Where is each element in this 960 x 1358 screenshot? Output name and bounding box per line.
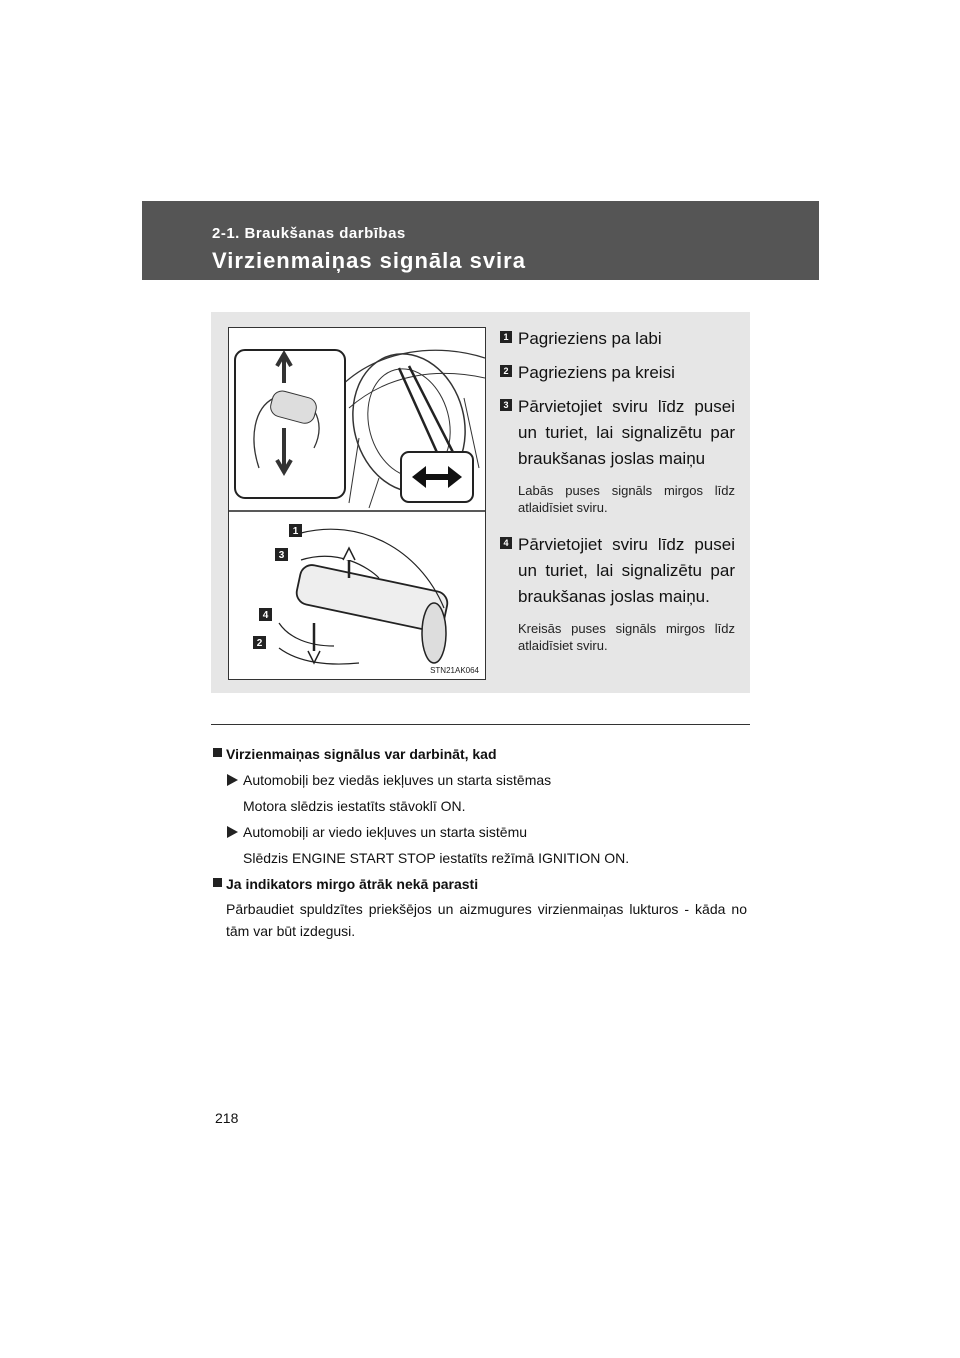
step-note: Kreisās puses signāls mirgos līdz atlaidīsiet sviru. [518, 621, 735, 653]
step-item [500, 532, 735, 654]
step-number-badge: 3 [500, 399, 512, 411]
note-heading-text: Virzienmaiņas signālus var darbināt, kad [226, 746, 497, 762]
header-band [142, 201, 819, 280]
step-number-badge: 2 [500, 365, 512, 377]
svg-text:1: 1 [292, 526, 299, 537]
square-bullet-icon [213, 748, 222, 757]
note-body: Slēdzis ENGINE START STOP iestatīts režīmā IGNITION ON. [243, 850, 630, 866]
note-item-text: Automobiļi ar viedo iekļuves un starta sistēmu [243, 824, 528, 840]
page-number: 218 [215, 1110, 239, 1126]
step-list [500, 326, 735, 670]
note-item-text: Automobiļi bez viedās iekļuves un starta sistēmas [243, 772, 552, 788]
note-heading [213, 872, 747, 896]
triangle-arrow-icon [227, 826, 238, 838]
step-number-badge: 4 [500, 537, 512, 549]
triangle-arrow-icon [227, 774, 238, 786]
lever-illustration [228, 327, 486, 680]
step-item [500, 360, 735, 386]
note-paragraph: Pārbaudiet spuldzītes priekšējos un aizmugures virzienmaiņas lukturos - kāda no tām var būt izdegusi. [226, 901, 747, 939]
step-text: Pagrieziens pa kreisi [518, 363, 675, 382]
svg-text:2: 2 [256, 638, 263, 649]
section-label: 2-1. Braukšanas darbības [212, 225, 406, 242]
step-text: Pārvietojiet sviru līdz pusei un turiet, lai signalizētu par braukšanas joslas maiņu. [518, 535, 735, 606]
notes-section [213, 742, 747, 942]
step-number-badge: 1 [500, 331, 512, 343]
step-text: Pagrieziens pa labi [518, 329, 662, 348]
svg-text:4: 4 [262, 610, 269, 621]
note-item [213, 768, 747, 792]
note-heading [213, 742, 747, 766]
note-heading-text: Ja indikators mirgo ātrāk nekā parasti [226, 876, 479, 892]
step-note: Labās puses signāls mirgos līdz atlaidīsiet sviru. [518, 483, 735, 515]
step-item [500, 394, 735, 516]
square-bullet-icon [213, 878, 222, 887]
section-divider [211, 724, 750, 725]
lever-drawing [229, 328, 485, 679]
note-body: Motora slēdzis iestatīts stāvoklī ON. [243, 798, 466, 814]
step-item [500, 326, 735, 352]
note-item [213, 820, 747, 844]
page-title: Virzienmaiņas signāla svira [212, 248, 526, 273]
figure-panel [211, 312, 750, 693]
step-text: Pārvietojiet sviru līdz pusei un turiet, lai signalizētu par braukšanas joslas maiņu [518, 397, 735, 468]
figure-code: STN21AK064 [430, 666, 479, 675]
svg-text:3: 3 [278, 550, 285, 561]
